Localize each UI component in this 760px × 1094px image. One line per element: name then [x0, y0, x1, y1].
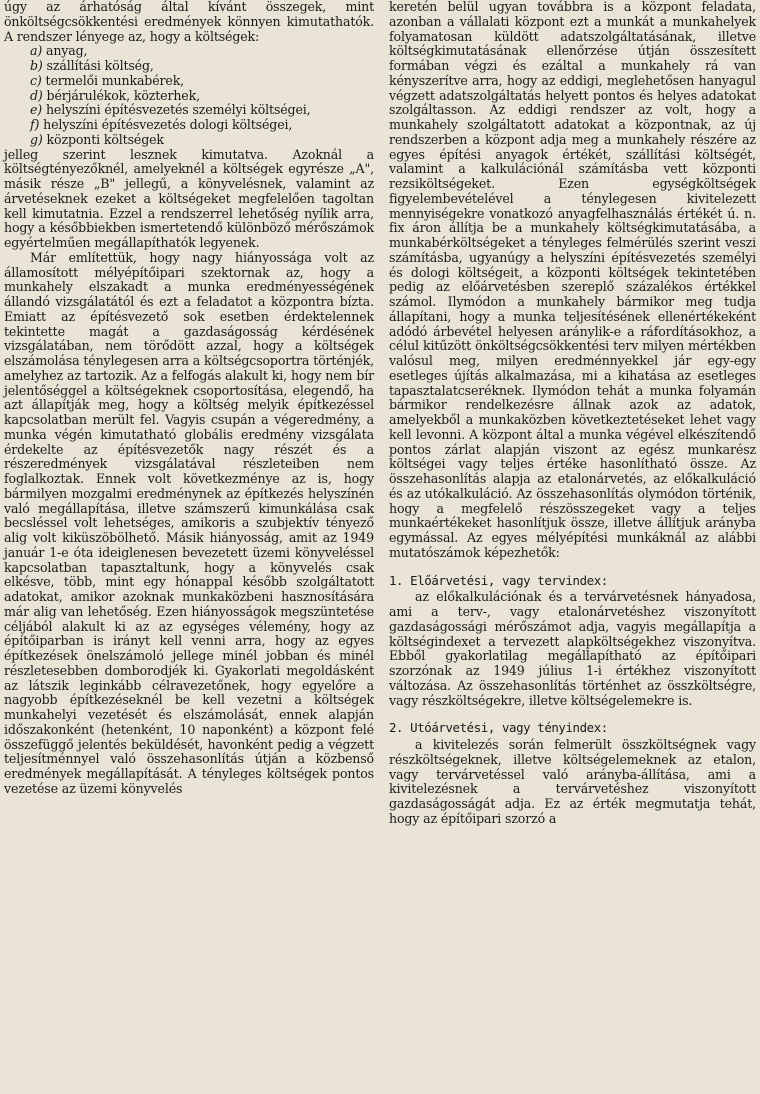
right-column — [389, 0, 756, 827]
list-item-text: helyszíni építésvezetés dologi költségei, — [43, 117, 293, 132]
list-item — [30, 44, 374, 59]
list-item — [30, 103, 374, 118]
list-item-letter: a) — [30, 43, 43, 59]
index-paragraph: a kivitelezés során felmerült összköltségnek vagy részköltségeknek, illetve költségelemeknek az etalon, vagy tervárvetéssel való arányba-állítása, ami a kivitelezésnek a tervárvetéshez viszonyított gazdaságosságát adja. Ez az érték megmutatja tehát, hogy az építőipari szorzó a — [389, 737, 756, 826]
body-paragraph: keretén belül ugyan továbbra is a központ feladata, azonban a vállalati központ ezt a munkát a munkahelyek folyamatosan küldött adatszolgáltatásának, illetve költségkimutatásának ellenőrzése útján összesített formában végzi és ezáltal a munkahely rá van kényszerítve arra, hogy az eddigi, meglehetősen hanyagul végzett adatszolgáltatás helyett pontos és helyes adatokat szolgáltasson. Az eddigi rendszer az volt, hogy a munkahely szolgáltatott adatokat a központnak, az új rendszerben a központ adja meg a munkahely részére az egyes építési anyagok értékét, szállítási költségét, valamint a kalkulációnál számításba vett központi rezsiköltségeket. Ezen egységköltségek figyelembevételével a ténylegesen kivitelezett mennyiségekre vonatkozó anyagfelhasználás értékét ú. n. fix áron állítja be a munkahely költségkimutatásába, a munkabérköltségeket a tényleges felmérülés szerint veszi számításba, ugyanúgy a helyszíni építésvezetés személyi és dologi költségeit, a központi költségek tekintetében pedig az előárvetésben szereplő százalékos értékkel számol. Ilymódon a munkahely bármikor meg tudja állapítani, hogy a munka teljesítésének ellenértékeként adódó árbevétel helyesen aránylik-e a ráfordításokhoz, a célul kitűzött önköltségcsökkentési terv milyen mértékben valósul meg, milyen eredménnyekkel jár egy-egy esetleges újítás alkalmazása, mi a kihatása az esetleges tapasztalatcseréknek. Ilymódon tehát a munka folyamán bármikor rendelkezésre állnak azok az adatok, amelyekből a munkaközben következtetéseket lehet vagy kell levonni. A központ által a munka végével elkészítendő pontos zárlat alapján viszont az egész munkarész költségei vagy teljes értéke hasonlítható össze. Az összehasonlítás alapja az etalonárvetés, az előkalkuláció és az utókalkuláció. Az összehasonlítás olymódon történik, hogy a megfelelő részösszegeket vagy a teljes munkaértékeket hasonlítjuk össze, illetve állítjuk arányba egymással. Az egyes mélyépítési munkáknál az alábbi mutatószámok képezhetők: — [389, 0, 756, 560]
list-item-text: szállítási költség, — [46, 58, 154, 73]
list-item-text: termelői munkabérek, — [45, 72, 185, 88]
list-item — [30, 89, 374, 104]
list-item-text: helyszíni építésvezetés személyi költségei, — [45, 102, 311, 118]
list-item-text: központi költségek — [46, 131, 164, 147]
left-column — [4, 0, 374, 797]
list-item — [30, 118, 374, 133]
list-item-letter: c) — [30, 72, 42, 88]
list-item — [30, 74, 374, 89]
index-heading: 1. Előárvetési, vagy tervindex: — [389, 572, 608, 588]
body-paragraph: jelleg szerint lesznek kimutatva. Azoknál a költségtényezőknél, amelyeknél a költségek egyrésze „A", másik része „B" jellegű, a könyvelésnek, valamint az árvetéseknek ezeket a költségeket megfelelően tagoltan kell kimutatnia. Ezzel a rendszerrel lehetőség nyílik arra, hogy a későbbiekben ismertetendő különböző mérőszámok egyértelműen megállapíthatók legyenek. — [4, 146, 374, 250]
list-item-letter: g) — [30, 131, 43, 147]
list-item — [30, 59, 374, 74]
list-item — [30, 133, 374, 148]
list-item-letter: e) — [30, 102, 43, 118]
list-item-letter: f) — [30, 117, 40, 132]
body-paragraph: Már említettük, hogy nagy hiányossága volt az államosított mélyépítőipari szektornak az, hogy a munkahely elszakadt a munka eredményességének állandó vizsgálatától és ezt a feladatot a központra bízta. Emiatt az építésvezető sok esetben érdektelennek tekintette magát a gazdaságosság kérdésének vizsgálatában, nem törődött azzal, hogy a költségek elszámolása ténylegesen arra a költségcsoportra történjék, amelyhez az tartozik. Az a felfogás alakult ki, hogy nem bír jelentőséggel a költségeknek csoportosítása, elegendő, ha azt állapítják meg, hogy a költség melyik építkezéssel kapcsolatban merült fel. Vagyis csupán a végeredmény, a munka végén kimutatható globális eredmény vizsgálata érdekelte az építésvezetők nagy részét és a részeredmények vizsgálatával részleteiben nem foglalkoztak. Ennek volt következménye az is, hogy bármilyen mozgalmi eredménynek az építkezés helyszínén való megállapítása, illetve számszerű kimunkálása csak becsléssel volt lehetséges, amikoris a szubjektív tényező alig volt kiküszöbölhető. Másik hiányosság, amit az 1949 január 1-e óta ideiglenesen bevezetett üzemi könyveléssel kapcsolatban tapasztaltunk, hogy a könyvelés csak elkésve, több, mint egy hónappal később szolgáltatott adatokat, amikor azoknak munkaközbeni hasznosítására már alig van lehetőség. Ezen hiányosságok megszüntetése céljából alakult ki az az egységes vélemény, hogy az építőiparban is irányt kell venni arra, hogy az egyes építkezések önelszámoló jellege minél jobban és minél részletesebben domborodjék ki. Gyakorlati megoldásként az látszik leginkább célravezetőnek, hogy egyelőre a nagyobb építkezéseknél be kell vezetni a költségek munkahelyi vezetését és elszámolását, ennek alapján időszakonként (hetenként, 10 naponként) a központ felé összefüggő jelentés beküldését, havonként pedig a végzett teljesítménnyel való összehasonlítás útján a közbenső eredmények megállapítását. A tényleges költségek pontos vezetése az üzemi könyvelés — [4, 249, 374, 796]
list-item-text: bérjárulékok, közterhek, — [46, 87, 200, 103]
cost-category-list — [4, 44, 374, 147]
index-paragraph: az előkalkulációnak és a tervárvetésnek hányadosa, ami a terv-, vagy etalonárvetéshez viszonyított gazdaságossági mérőszámot adja, vagyis megállapítja a költségindexet a tervezett alapköltségekhez viszonyítva. Ebből gyakorlatilag megállapítható az építőipari szorzónak az 1949 július 1-i értékhez viszonyított változása. Az összehasonlítás történhet az összköltségre, vagy részköltségekre, illetve költségelemekre is. — [389, 589, 756, 708]
list-item-letter: b) — [30, 58, 43, 73]
index-heading: 2. Utóárvetési, vagy tényindex: — [389, 720, 608, 736]
intro-paragraph: úgy az árhatóság által kívánt összegek, mint önköltségcsökkentési eredmények könnyen kimutathatók. A rendszer lényege az, hogy a költségek: — [4, 0, 374, 44]
list-item-text: anyag, — [45, 43, 88, 59]
list-item-letter: d) — [30, 87, 43, 103]
